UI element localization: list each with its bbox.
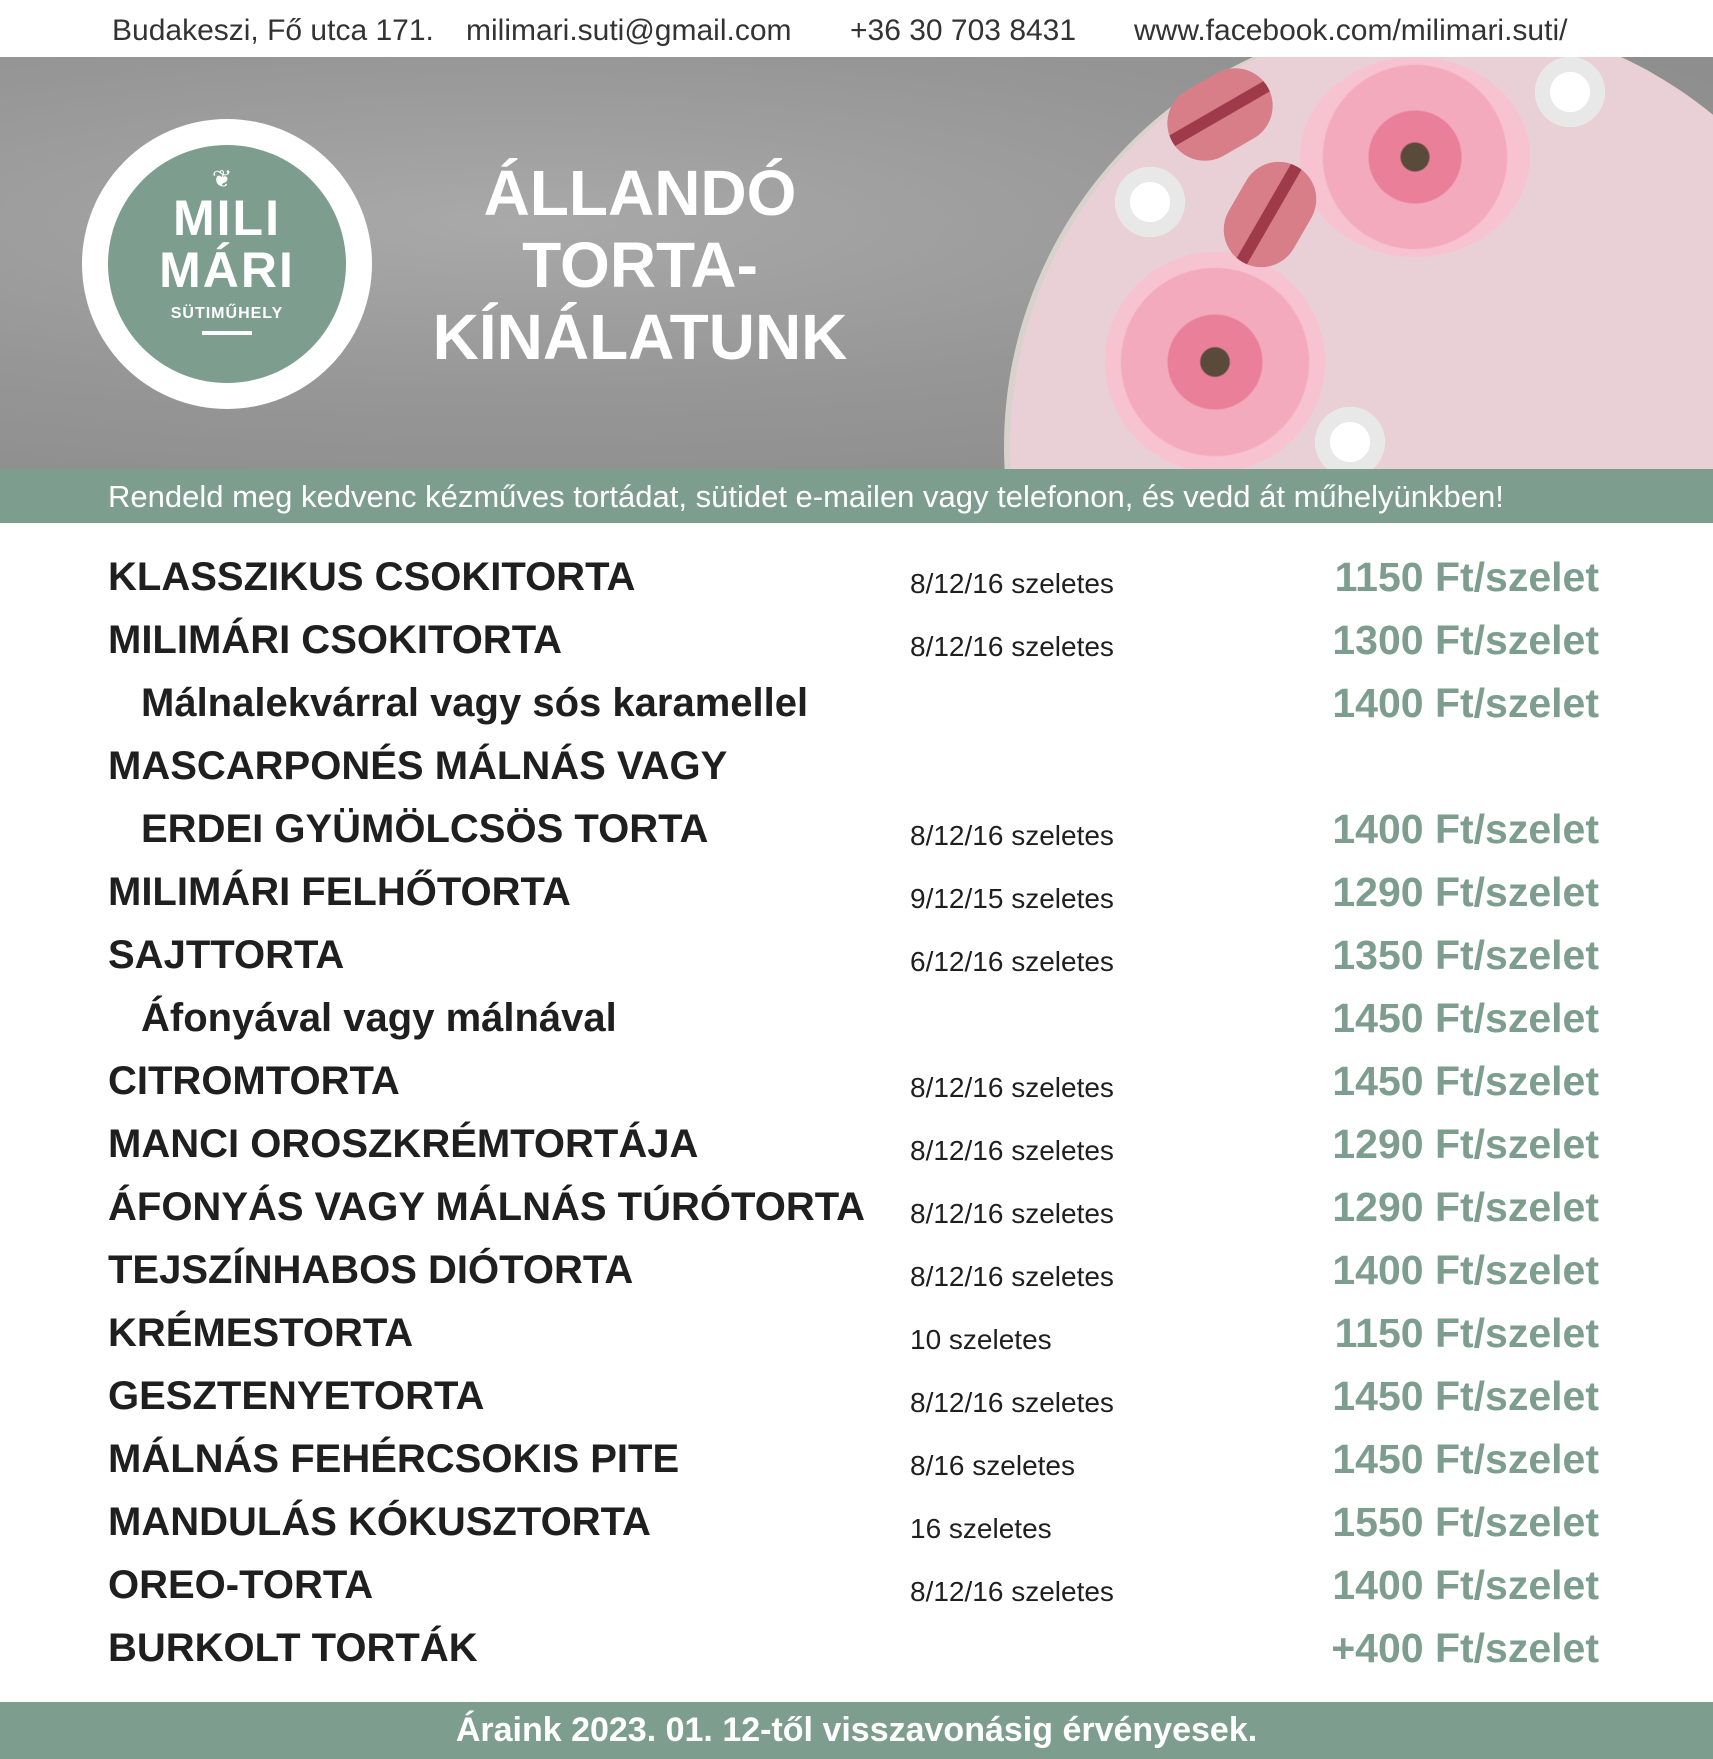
item-slices: 8/12/16 szeletes: [910, 820, 1114, 851]
logo-text-line3: SÜTIMŰHELY: [170, 305, 284, 322]
item-slices: 8/12/16 szeletes: [910, 631, 1114, 662]
item-slices: 10 szeletes: [910, 1324, 1052, 1355]
item-name: OREO-TORTA: [108, 1563, 374, 1607]
item-price: 1400 Ft/szelet: [1332, 680, 1599, 726]
validity-note: Áraink 2023. 01. 12-től visszavonásig érvényesek.: [455, 1711, 1258, 1749]
title-line1: ÁLLANDÓ: [483, 157, 797, 229]
email: milimari.suti@gmail.com: [466, 14, 792, 47]
item-name: MILIMÁRI FELHŐTORTA: [108, 870, 571, 914]
logo-badge: [108, 145, 346, 383]
list-item: [0, 1113, 1713, 1176]
title-line2: TORTA-: [522, 229, 758, 301]
logo-text-line2: MÁRI: [159, 242, 295, 298]
list-item: [0, 1428, 1713, 1491]
contact-bar: [0, 0, 1713, 57]
list-item: [0, 1554, 1713, 1617]
item-name: ERDEI GYÜMÖLCSÖS TORTA: [141, 807, 709, 851]
rose-decoration-2: [1105, 252, 1325, 469]
list-item: [0, 987, 1713, 1050]
list-item: [0, 924, 1713, 987]
list-item: [0, 1491, 1713, 1554]
meringue-1: [1115, 167, 1185, 237]
item-price: 1450 Ft/szelet: [1332, 995, 1599, 1041]
list-item: [0, 735, 1713, 798]
item-slices: 8/12/16 szeletes: [910, 1072, 1114, 1103]
item-name: MILIMÁRI CSOKITORTA: [108, 618, 563, 662]
item-price: 1450 Ft/szelet: [1332, 1058, 1599, 1104]
tagline-text: Rendeld meg kedvenc kézműves tortádat, sütidet e-mailen vagy telefonon, és vedd át műhelyünkben!: [108, 479, 1504, 514]
item-price: 1350 Ft/szelet: [1332, 932, 1599, 978]
page-title: [380, 157, 900, 373]
item-price: 1550 Ft/szelet: [1332, 1499, 1599, 1545]
address: Budakeszi, Fő utca 171.: [112, 14, 434, 47]
item-slices: 16 szeletes: [910, 1513, 1052, 1544]
item-name: KLASSZIKUS CSOKITORTA: [108, 555, 636, 599]
list-item: [0, 609, 1713, 672]
meringue-3: [1315, 407, 1385, 469]
item-slices: 8/16 szeletes: [910, 1450, 1075, 1481]
list-item: [0, 861, 1713, 924]
list-item: [0, 546, 1713, 609]
item-name: BURKOLT TORTÁK: [108, 1626, 478, 1670]
item-price: 1400 Ft/szelet: [1332, 1247, 1599, 1293]
item-slices: 8/12/16 szeletes: [910, 568, 1114, 599]
list-item: [0, 1050, 1713, 1113]
list-item: [0, 1617, 1713, 1680]
phone: +36 30 703 8431: [850, 14, 1077, 47]
logo-text-line1: MILI: [173, 190, 281, 246]
footer-bar: [0, 1702, 1713, 1759]
item-price: 1300 Ft/szelet: [1332, 617, 1599, 663]
item-name: TEJSZÍNHABOS DIÓTORTA: [108, 1248, 634, 1292]
item-price: 1400 Ft/szelet: [1332, 1562, 1599, 1608]
item-name: ÁFONYÁS VAGY MÁLNÁS TÚRÓTORTA: [108, 1185, 866, 1229]
item-price: 1450 Ft/szelet: [1332, 1373, 1599, 1419]
item-name: MANCI OROSZKRÉMTORTÁJA: [108, 1122, 699, 1166]
item-name: SAJTTORTA: [108, 933, 345, 977]
rose-decoration-1: [1300, 57, 1530, 257]
header-banner: [0, 57, 1713, 469]
item-name: CITROMTORTA: [108, 1059, 400, 1103]
item-price: 1290 Ft/szelet: [1332, 1121, 1599, 1167]
item-price: 1150 Ft/szelet: [1334, 1310, 1599, 1356]
list-item: [0, 1176, 1713, 1239]
item-slices: 6/12/16 szeletes: [910, 946, 1114, 977]
cake-stand-icon: [202, 331, 252, 365]
list-item: [0, 798, 1713, 861]
item-price: 1150 Ft/szelet: [1334, 554, 1599, 600]
item-slices: 8/12/16 szeletes: [910, 1198, 1114, 1229]
item-price: 1290 Ft/szelet: [1332, 869, 1599, 915]
list-item: [0, 672, 1713, 735]
item-slices: 8/12/16 szeletes: [910, 1576, 1114, 1607]
item-slices: 8/12/16 szeletes: [910, 1135, 1114, 1166]
item-name: MÁLNÁS FEHÉRCSOKIS PITE: [108, 1437, 680, 1481]
milimari-logo: [82, 119, 372, 409]
item-price: 1290 Ft/szelet: [1332, 1184, 1599, 1230]
tagline-bar: [0, 469, 1713, 523]
title-line3: KÍNÁLATUNK: [432, 301, 848, 373]
item-name: Áfonyával vagy málnával: [141, 996, 617, 1040]
item-name: KRÉMESTORTA: [108, 1311, 414, 1355]
item-slices: 8/12/16 szeletes: [910, 1261, 1114, 1292]
item-price: 1450 Ft/szelet: [1332, 1436, 1599, 1482]
item-price: 1400 Ft/szelet: [1332, 806, 1599, 852]
meringue-2: [1535, 57, 1605, 127]
list-item: [0, 1302, 1713, 1365]
item-name: MASCARPONÉS MÁLNÁS VAGY: [108, 744, 728, 788]
item-slices: 9/12/15 szeletes: [910, 883, 1114, 914]
item-name: GESZTENYETORTA: [108, 1374, 485, 1418]
leaf-icon: ❦: [212, 166, 233, 193]
item-name: MANDULÁS KÓKUSZTORTA: [108, 1500, 651, 1544]
item-price: +400 Ft/szelet: [1331, 1625, 1599, 1671]
list-item: [0, 1365, 1713, 1428]
list-item: [0, 1239, 1713, 1302]
facebook-url: www.facebook.com/milimari.suti/: [1134, 14, 1568, 47]
item-slices: 8/12/16 szeletes: [910, 1387, 1114, 1418]
item-name: Málnalekvárral vagy sós karamellel: [141, 681, 809, 725]
